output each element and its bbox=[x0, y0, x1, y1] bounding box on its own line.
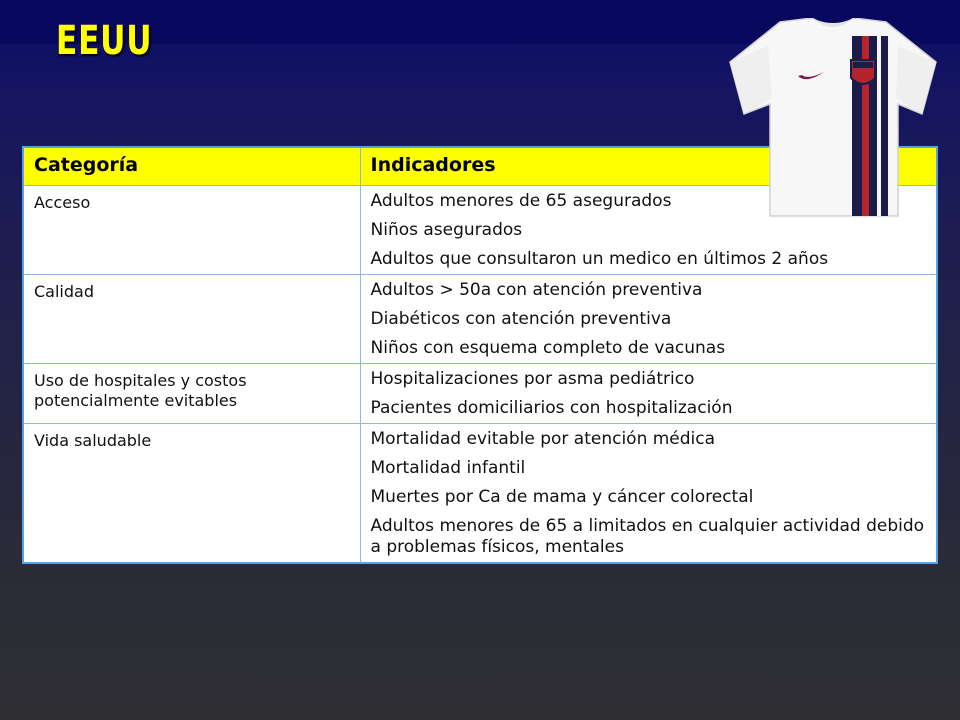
indicator-item: Diabéticos con atención preventiva bbox=[370, 308, 672, 329]
slide-title: EEUU bbox=[56, 18, 153, 64]
category-cell: Calidad bbox=[24, 274, 360, 363]
indicator-item: Muertes por Ca de mama y cáncer colorectal bbox=[370, 486, 754, 507]
indicator-item: Adultos menores de 65 asegurados bbox=[370, 190, 672, 211]
table-row bbox=[24, 363, 936, 423]
soccer-jersey-icon bbox=[728, 18, 938, 220]
indicator-item: Adultos > 50a con atención preventiva bbox=[370, 279, 703, 300]
indicators-cell bbox=[360, 363, 936, 423]
indicator-item: Adultos menores de 65 a limitados en cualquier actividad debido a problemas físicos, mentales bbox=[370, 515, 925, 557]
indicator-item: Mortalidad infantil bbox=[370, 457, 526, 478]
header-indicators: Indicadores bbox=[360, 148, 936, 185]
indicator-item: Niños con esquema completo de vacunas bbox=[370, 337, 726, 358]
header-category: Categoría bbox=[24, 148, 360, 185]
indicator-item: Pacientes domiciliarios con hospitalización bbox=[370, 397, 733, 418]
indicator-item: Hospitalizaciones por asma pediátrico bbox=[370, 368, 695, 389]
indicators-cell bbox=[360, 274, 936, 363]
table-row bbox=[24, 423, 936, 562]
category-cell: Vida saludable bbox=[24, 423, 360, 562]
table-row bbox=[24, 274, 936, 363]
category-cell: Uso de hospitales y costos potencialmente evitables bbox=[24, 363, 360, 423]
indicators-cell bbox=[360, 423, 936, 562]
indicator-item: Adultos que consultaron un medico en últimos 2 años bbox=[370, 248, 829, 269]
category-cell: Acceso bbox=[24, 185, 360, 274]
indicator-item: Mortalidad evitable por atención médica bbox=[370, 428, 716, 449]
indicator-item: Niños asegurados bbox=[370, 219, 523, 240]
